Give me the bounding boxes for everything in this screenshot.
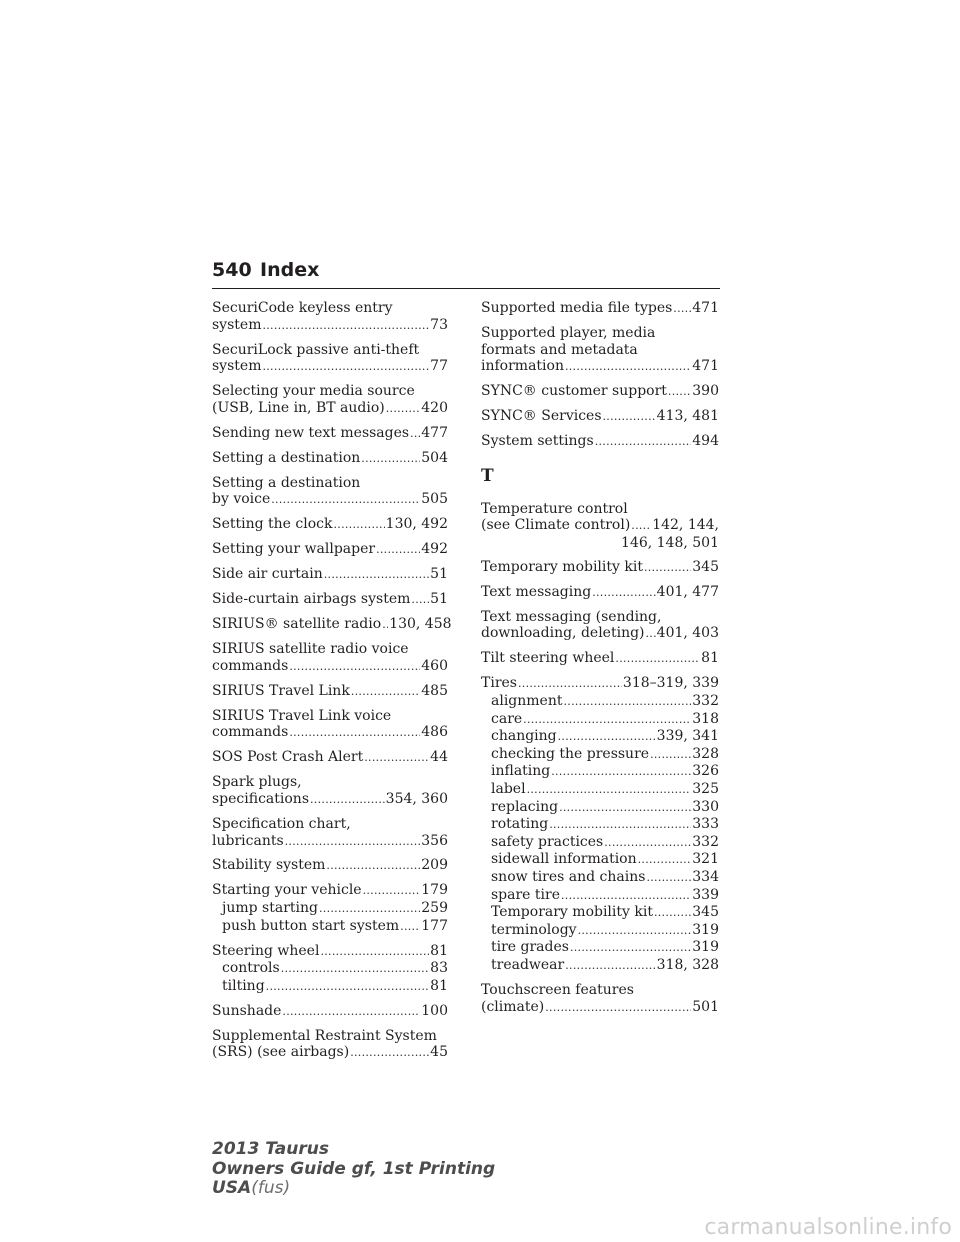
index-entry	[212, 516, 448, 534]
entry-page-ref: 505	[421, 491, 448, 508]
dot-leader	[646, 626, 656, 643]
index-entry-line	[212, 641, 448, 658]
dot-leader	[363, 883, 421, 900]
dot-leader	[551, 764, 691, 781]
dot-leader	[673, 301, 691, 318]
index-entry-line	[212, 425, 448, 443]
dot-leader	[592, 585, 655, 602]
index-entry	[212, 566, 448, 584]
entry-page-ref: 501	[692, 998, 719, 1015]
entry-page-ref: 332	[692, 833, 719, 850]
entry-term: Sunshade	[212, 1002, 282, 1019]
entry-term: Sending new text messages	[212, 424, 410, 441]
index-subentry	[481, 851, 719, 869]
index-entry	[212, 383, 448, 417]
index-entry	[212, 816, 448, 850]
dot-leader	[668, 384, 691, 401]
dot-leader	[646, 870, 691, 887]
index-entry-line	[212, 724, 448, 742]
entry-term: system	[212, 358, 262, 375]
entry-page-ref: 146, 148, 501	[621, 534, 719, 551]
entry-term: sidewall information	[491, 851, 637, 868]
entry-term: SIRIUS® satellite radio	[212, 616, 382, 633]
index-entry	[212, 541, 448, 559]
index-subentry	[481, 887, 719, 905]
index-entry	[481, 584, 719, 602]
entry-term: spare tire	[491, 886, 561, 903]
footer-region	[212, 1179, 532, 1199]
entry-page-ref: 332	[692, 693, 719, 710]
entry-term: tire grades	[491, 939, 569, 956]
entry-term: downloading, deleting)	[481, 625, 645, 642]
dot-leader	[563, 694, 691, 711]
entry-page-ref: 177	[421, 917, 448, 934]
index-entry-line	[481, 325, 719, 342]
index-subentry	[481, 781, 719, 799]
index-entry	[481, 433, 719, 451]
entry-page-ref: 318	[692, 710, 719, 727]
entry-page-ref: 354, 360	[385, 790, 448, 807]
index-entry-line	[481, 342, 719, 359]
index-column-right	[481, 300, 719, 1023]
dot-leader	[650, 747, 691, 764]
index-entry	[212, 591, 448, 609]
entry-term: system	[212, 316, 262, 333]
entry-term: snow tires and chains	[491, 868, 646, 885]
index-subentry	[481, 922, 719, 940]
dot-leader	[561, 888, 691, 905]
dot-leader	[320, 944, 429, 961]
entry-page-ref: 318–319, 339	[622, 675, 719, 692]
dot-leader	[333, 517, 384, 534]
entry-term: (USB, Line in, BT audio)	[212, 399, 385, 416]
entry-term: Supported player, media	[481, 324, 656, 341]
index-subentry	[481, 746, 719, 764]
entry-page-ref: 44	[430, 749, 448, 766]
entry-term: (see Climate control)	[481, 517, 631, 534]
index-entry-line	[481, 300, 719, 318]
entry-page-ref: 328	[692, 745, 719, 762]
entry-page-ref: 318, 328	[656, 956, 719, 973]
entry-term: SOS Post Crash Alert	[212, 749, 364, 766]
entry-term: push button start system	[222, 917, 400, 934]
index-entry-line	[212, 383, 448, 400]
index-entry-line	[212, 541, 448, 559]
watermark: carmanualsonline.info	[704, 1215, 952, 1240]
entry-term: tilting	[222, 977, 265, 994]
entry-page-ref: 77	[430, 358, 448, 375]
footer-region-suffix: (fus)	[251, 1178, 291, 1198]
dot-leader	[326, 858, 420, 875]
index-entry-line	[212, 1003, 448, 1021]
entry-page-ref: 325	[692, 780, 719, 797]
dot-leader	[604, 835, 691, 852]
index-entry-line	[212, 450, 448, 468]
index-column-left	[212, 300, 452, 1069]
dot-leader	[382, 617, 388, 634]
entry-page-ref: 45	[430, 1044, 448, 1061]
entry-page-ref: 73	[430, 316, 448, 333]
entry-term: Side-curtain airbags system	[212, 591, 411, 608]
entry-term: Stability system	[212, 857, 326, 874]
entry-term: Text messaging (sending,	[481, 608, 662, 625]
entry-page-ref: 485	[421, 682, 448, 699]
index-subentry	[481, 904, 719, 922]
index-entry	[212, 943, 448, 996]
entry-term: SIRIUS satellite radio voice	[212, 641, 409, 658]
entry-term: Selecting your media source	[212, 383, 415, 400]
entry-term: SecuriLock passive anti-theft	[212, 341, 420, 358]
entry-page-ref: 333	[692, 816, 719, 833]
index-entry-line	[481, 408, 719, 426]
index-entry-line	[212, 358, 448, 376]
entry-page-ref: 339	[692, 886, 719, 903]
index-entry-line	[481, 535, 719, 552]
index-entry	[481, 300, 719, 318]
dot-leader	[549, 817, 691, 834]
entry-term: (SRS) (see airbags)	[212, 1044, 350, 1061]
index-subentry	[212, 900, 448, 918]
index-entry	[481, 559, 719, 577]
index-entry-line	[212, 943, 448, 961]
dot-leader	[376, 542, 420, 559]
dot-leader	[410, 426, 420, 443]
index-entry	[481, 325, 719, 376]
index-entry	[212, 708, 448, 742]
dot-leader	[578, 923, 692, 940]
index-entry	[212, 475, 448, 509]
page-header	[212, 258, 720, 289]
entry-term: SYNC® Services	[481, 408, 602, 425]
entry-page-ref: 401, 403	[656, 625, 719, 642]
index-entry	[212, 641, 448, 675]
index-entry-line	[212, 749, 448, 767]
index-entry-line	[212, 833, 448, 851]
page-title: Index	[260, 259, 320, 281]
entry-page-ref: 504	[421, 449, 448, 466]
index-entry	[212, 882, 448, 935]
index-entry-line	[212, 857, 448, 875]
index-entry-line	[212, 300, 448, 317]
dot-leader	[603, 409, 656, 426]
dot-leader	[262, 318, 429, 335]
dot-leader	[319, 901, 420, 918]
entry-page-ref: 401, 477	[656, 583, 719, 600]
dot-leader	[351, 684, 420, 701]
entry-page-ref: 81	[430, 977, 448, 994]
entry-page-ref: 209	[421, 857, 448, 874]
index-subentry	[481, 939, 719, 957]
index-entry	[212, 749, 448, 767]
dot-leader	[282, 1004, 420, 1021]
dot-leader	[615, 651, 700, 668]
index-entry-line	[212, 400, 448, 418]
entry-page-ref: 51	[430, 566, 448, 583]
entry-page-ref: 130, 492	[385, 516, 448, 533]
index-entry-line	[481, 999, 719, 1017]
index-entry-line	[212, 1028, 448, 1045]
entry-term: checking the pressure	[491, 745, 650, 762]
entry-term: inflating	[491, 763, 551, 780]
index-subentry	[212, 978, 448, 996]
index-entry	[481, 609, 719, 643]
index-subentry	[481, 799, 719, 817]
index-entry-line	[481, 501, 719, 518]
index-entry-line	[481, 650, 719, 668]
index-entry-line	[212, 683, 448, 701]
index-entry-line	[481, 625, 719, 643]
index-entry-line	[212, 475, 448, 492]
entry-term: SecuriCode keyless entry	[212, 300, 393, 316]
entry-page-ref: 339, 341	[656, 728, 719, 745]
entry-page-ref: 345	[692, 558, 719, 575]
dot-leader	[565, 359, 691, 376]
entry-page-ref: 326	[692, 763, 719, 780]
entry-page-ref: 413, 481	[656, 408, 719, 425]
dot-leader	[644, 560, 691, 577]
index-entry-line	[212, 342, 448, 359]
entry-page-ref: 321	[692, 851, 719, 868]
index-entry-line	[481, 982, 719, 999]
entry-page-ref: 492	[421, 541, 448, 558]
dot-leader	[386, 401, 421, 418]
dot-leader	[266, 979, 430, 996]
entry-page-ref: 100	[421, 1002, 448, 1019]
index-entry-line	[481, 584, 719, 602]
document-footer	[212, 1140, 532, 1199]
entry-term: controls	[222, 960, 280, 977]
entry-term: Tilt steering wheel	[481, 650, 615, 667]
entry-term: Temporary mobility kit	[491, 904, 653, 921]
dot-leader	[310, 792, 385, 809]
entry-page-ref: 460	[421, 657, 448, 674]
entry-term: Side air curtain	[212, 566, 323, 583]
index-entry	[481, 501, 719, 552]
dot-leader	[350, 1045, 429, 1062]
index-entry	[212, 616, 452, 634]
dot-leader	[411, 592, 429, 609]
footer-edition: Owners Guide gf, 1st Printing	[212, 1158, 496, 1179]
entry-term: formats and metadata	[481, 341, 638, 358]
entry-page-ref: 477	[421, 424, 448, 441]
entry-term: Specification chart,	[212, 815, 351, 832]
dot-leader	[289, 659, 420, 676]
dot-leader	[523, 712, 691, 729]
entry-page-ref: 486	[421, 724, 448, 741]
index-entry-line	[481, 675, 719, 693]
entry-term: label	[491, 780, 526, 797]
dot-leader	[324, 567, 429, 584]
index-entry	[212, 300, 448, 334]
dot-leader	[361, 451, 420, 468]
dot-leader	[570, 940, 691, 957]
index-entry	[481, 650, 719, 668]
entry-term: SIRIUS Travel Link	[212, 682, 350, 699]
dot-leader	[545, 1000, 691, 1017]
dot-leader	[559, 800, 691, 817]
entry-page-ref: 142, 144,	[652, 517, 719, 534]
index-entry-line	[212, 658, 448, 676]
dot-leader	[631, 518, 651, 535]
footer-model: 2013 Taurus	[212, 1139, 329, 1159]
entry-term: safety practices	[491, 833, 604, 850]
index-entry	[481, 408, 719, 426]
index-entry-line	[481, 433, 719, 451]
dot-leader	[285, 834, 421, 851]
index-subentry	[481, 834, 719, 852]
index-entry-line	[212, 591, 448, 609]
entry-term: terminology	[491, 921, 577, 938]
index-subentry	[481, 763, 719, 781]
entry-term: Supplemental Restraint System	[212, 1027, 437, 1044]
entry-page-ref: 179	[421, 882, 448, 899]
dot-leader	[281, 961, 429, 978]
index-entry-line	[212, 774, 448, 791]
dot-leader	[364, 750, 429, 767]
dot-leader	[289, 725, 420, 742]
index-subentry	[212, 918, 448, 936]
entry-term: replacing	[491, 798, 559, 815]
index-entry-line	[212, 708, 448, 725]
entry-page-ref: 81	[430, 942, 448, 959]
index-entry	[212, 425, 448, 443]
dot-leader	[638, 852, 692, 869]
entry-term: (climate)	[481, 998, 545, 1015]
entry-term: information	[481, 358, 564, 375]
index-entry	[212, 857, 448, 875]
entry-page-ref: 319	[692, 939, 719, 956]
entry-term: Text messaging	[481, 583, 592, 600]
index-entry	[481, 675, 719, 974]
index-entry-line	[481, 517, 719, 535]
entry-term: Temporary mobility kit	[481, 558, 643, 575]
entry-page-ref: 51	[430, 591, 448, 608]
entry-term: Setting a destination	[212, 474, 361, 491]
index-subentry	[481, 728, 719, 746]
index-entry-line	[212, 616, 452, 634]
index-entry-line	[212, 491, 448, 509]
index-group-s	[481, 300, 719, 451]
entry-term: System settings	[481, 433, 594, 450]
index-entry	[212, 1003, 448, 1021]
index-entry-line	[212, 791, 448, 809]
entry-page-ref: 319	[692, 921, 719, 938]
entry-term: specifications	[212, 790, 310, 807]
entry-page-ref: 259	[421, 900, 448, 917]
entry-page-ref: 420	[421, 399, 448, 416]
index-entry	[212, 450, 448, 468]
index-entry-line	[212, 317, 448, 335]
index-group-t	[481, 501, 719, 1016]
entry-term: SIRIUS Travel Link voice	[212, 707, 392, 724]
dot-leader	[271, 492, 420, 509]
index-entry	[481, 383, 719, 401]
entry-term: Setting a destination	[212, 449, 361, 466]
index-entry-line	[481, 358, 719, 376]
dot-leader	[518, 676, 622, 693]
index-entry-line	[212, 816, 448, 833]
entry-term: Setting the clock	[212, 516, 333, 533]
index-entry	[212, 1028, 448, 1062]
entry-term: Tires	[481, 675, 517, 692]
index-entry-line	[212, 882, 448, 900]
dot-leader	[527, 782, 692, 799]
entry-page-ref: 345	[692, 904, 719, 921]
dot-leader	[558, 729, 656, 746]
index-subentry	[481, 816, 719, 834]
index-subentry	[481, 693, 719, 711]
entry-page-ref: 356	[421, 832, 448, 849]
entry-page-ref: 494	[692, 433, 719, 450]
index-subentry	[481, 869, 719, 887]
index-subentry	[481, 957, 719, 975]
entry-term: Touchscreen features	[481, 981, 634, 998]
index-entry	[212, 683, 448, 701]
dot-leader	[565, 958, 655, 975]
index-entry-line	[481, 609, 719, 626]
entry-term: Setting your wallpaper	[212, 541, 376, 558]
index-entry	[481, 982, 719, 1016]
entry-page-ref: 471	[692, 300, 719, 316]
entry-term: treadwear	[491, 956, 565, 973]
footer-region-code: USA	[212, 1178, 252, 1198]
entry-term: Starting your vehicle	[212, 882, 362, 899]
entry-page-ref: 334	[692, 868, 719, 885]
page-number: 540	[212, 259, 252, 281]
dot-leader	[262, 359, 429, 376]
entry-term: changing	[491, 728, 557, 745]
entry-term: SYNC® customer support	[481, 383, 667, 400]
dot-leader	[654, 905, 691, 922]
entry-term: alignment	[491, 693, 563, 710]
index-entry	[212, 774, 448, 808]
entry-term: Spark plugs,	[212, 774, 302, 791]
index-entry-line	[481, 383, 719, 401]
entry-term: commands	[212, 724, 289, 741]
entry-term: jump starting	[222, 900, 318, 917]
entry-term: rotating	[491, 816, 549, 833]
entry-term: lubricants	[212, 832, 284, 849]
index-entry-line	[212, 1044, 448, 1062]
dot-leader	[595, 434, 692, 451]
entry-term: commands	[212, 657, 289, 674]
entry-term: Supported media file types	[481, 300, 673, 316]
entry-term: Steering wheel	[212, 942, 320, 959]
entry-page-ref: 390	[692, 383, 719, 400]
entry-page-ref: 130, 458	[389, 616, 452, 633]
index-entry-line	[481, 559, 719, 577]
entry-term: care	[491, 710, 523, 727]
index-entry	[212, 342, 448, 376]
dot-leader	[400, 919, 420, 936]
entry-term: Temperature control	[481, 500, 628, 517]
entry-page-ref: 330	[692, 798, 719, 815]
index-subentry	[481, 711, 719, 729]
entry-term: by voice	[212, 491, 271, 508]
entry-page-ref: 471	[692, 358, 719, 375]
index-entry-line	[212, 566, 448, 584]
index-entry-line	[212, 516, 448, 534]
entry-page-ref: 81	[701, 650, 719, 667]
entry-page-ref: 83	[430, 960, 448, 977]
section-letter: T	[481, 465, 494, 486]
index-subentry	[212, 960, 448, 978]
